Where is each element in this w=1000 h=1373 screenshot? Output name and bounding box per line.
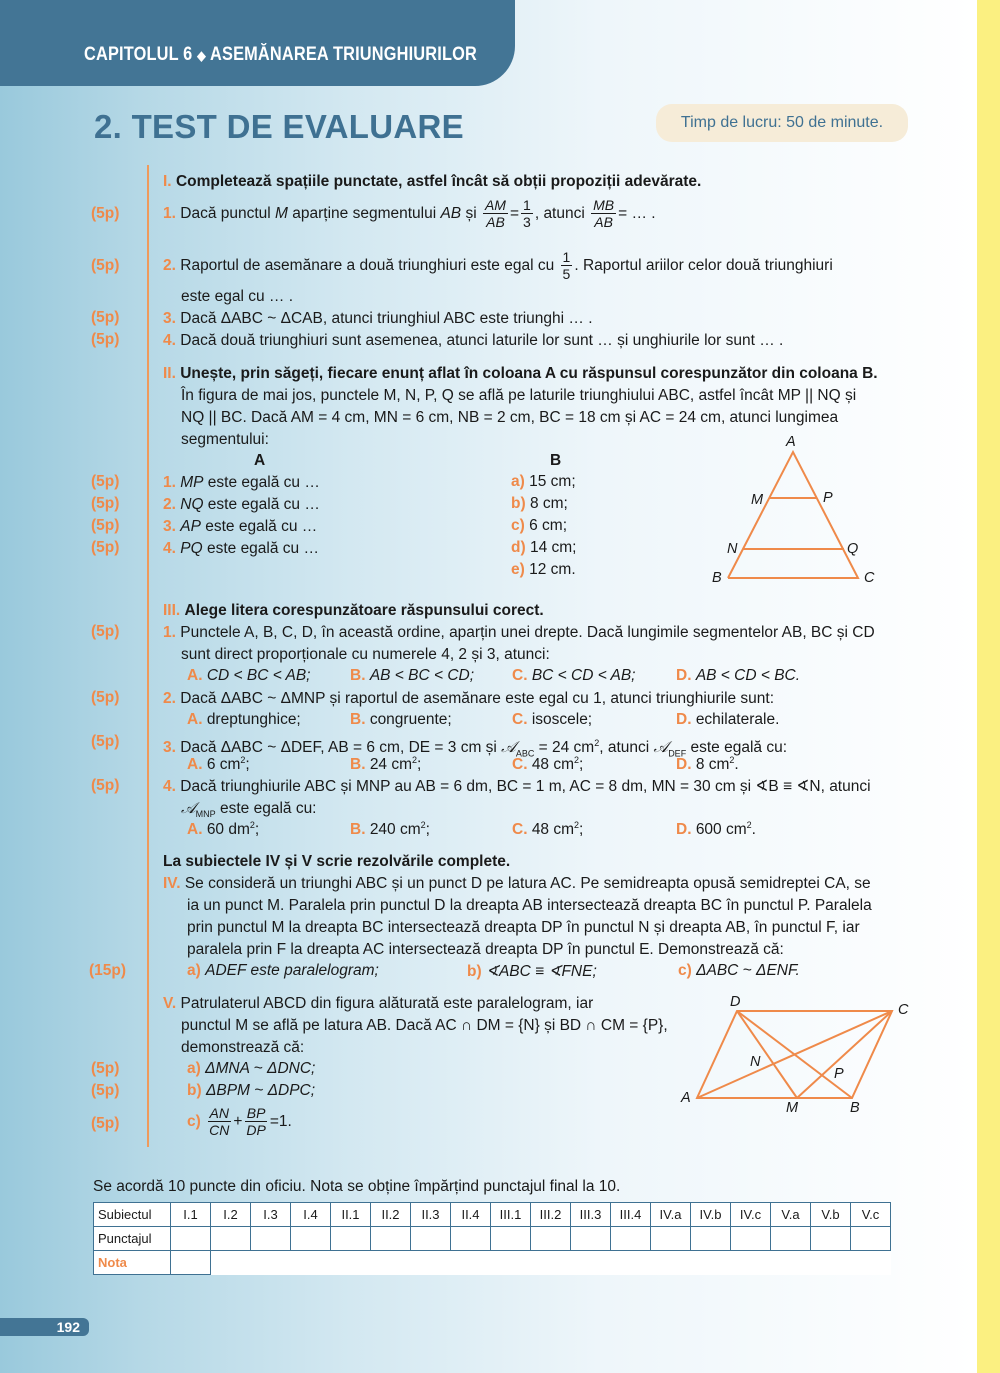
option-letter: D. (676, 711, 692, 728)
score-cell[interactable] (211, 1227, 251, 1251)
score-cell[interactable] (611, 1227, 651, 1251)
punctuation: ; (579, 756, 584, 774)
points-label: (5p) (91, 1060, 120, 1077)
option-text: echilaterale. (695, 711, 780, 728)
answer-option[interactable] (187, 667, 310, 685)
column-b-item[interactable] (511, 539, 576, 557)
option-text: 8 cm (695, 756, 730, 774)
answer-option[interactable] (512, 711, 592, 729)
points-label: (5p) (91, 331, 120, 348)
section5-text-line: punctul M se află pe latura AB. Dacă AC ∩ DM = {N} și BD ∩ CM = {P}, (181, 1017, 668, 1034)
question-text: Dacă ΔABC ~ ΔMNP și raportul de asemănare este egal cu 1, atunci triunghiurile sunt: (180, 690, 775, 707)
item-number: 2. (163, 496, 176, 513)
column-b-header: B (550, 452, 562, 469)
section-number: II. (163, 365, 176, 382)
answer-option[interactable] (350, 820, 430, 839)
section2-title (163, 364, 878, 384)
punctuation: ; (425, 821, 430, 839)
answer-option[interactable] (512, 820, 583, 839)
option-letter: B. (350, 711, 366, 728)
score-cell[interactable] (171, 1227, 211, 1251)
option-text: AB < CD < BC. (695, 667, 801, 684)
question-number: 2. (163, 257, 176, 274)
proof-part (678, 962, 800, 980)
grading-table (93, 1202, 891, 1275)
answer-option[interactable] (350, 755, 421, 774)
column-header: IV.b (691, 1203, 731, 1227)
punctuation: . (734, 756, 739, 774)
squared-superscript: 2 (420, 820, 426, 830)
answer-option[interactable] (187, 711, 301, 729)
segment-name: AP (180, 518, 201, 535)
numerator: 1 (523, 197, 531, 214)
section-instruction: Alege litera corespunzătoare răspunsului corect. (184, 602, 544, 619)
column-header: III.2 (531, 1203, 571, 1227)
row-label: Nota (94, 1251, 171, 1275)
question-I-2 (163, 248, 833, 284)
answer-option[interactable] (676, 667, 800, 685)
column-b-item[interactable] (511, 561, 576, 579)
question-number: 1. (163, 624, 176, 641)
punctuation: ; (245, 756, 250, 774)
answer-option[interactable] (676, 820, 756, 839)
option-letter: D. (676, 667, 692, 684)
page-title: 2. TEST DE EVALUARE (94, 108, 464, 145)
part-text: =1. (269, 1113, 292, 1130)
punctuation: ; (579, 821, 584, 839)
column-header: III.4 (611, 1203, 651, 1227)
score-cell[interactable] (571, 1227, 611, 1251)
score-cell[interactable] (451, 1227, 491, 1251)
table-row-grade (94, 1251, 891, 1275)
question-I-1 (163, 196, 656, 232)
diamond-separator-icon: ◆ (197, 48, 206, 63)
numerator: BP (246, 1105, 266, 1122)
squared-superscript: 2 (412, 755, 418, 765)
vertex-label-d: D (730, 994, 741, 1010)
question-text: Dacă triunghiurile ABC și MNP au AB = 6 dm, BC = 1 m, AC = 8 dm, MN = 30 cm și ∢B ≡ ∢N, atunci (180, 778, 871, 795)
item-text: este egală cu … (203, 496, 320, 513)
segment-name: NQ (180, 496, 204, 513)
punctuation: ; (254, 821, 260, 839)
section4-text (163, 874, 871, 894)
denominator: AB (594, 214, 613, 231)
problem-text: Patrulaterul ABCD din figura alăturată este paralelogram, iar (180, 995, 594, 1012)
segment-name: MP (180, 474, 204, 491)
option-text: 6 cm; (529, 517, 568, 534)
option-text: 48 cm (531, 821, 575, 839)
point-label-n: N (750, 1054, 761, 1070)
points-label: (5p) (91, 689, 120, 706)
numerator: MB (593, 197, 615, 214)
vertex-label-c: C (864, 570, 875, 586)
area-symbol: 𝒜 (181, 800, 196, 817)
squared-superscript: 2 (249, 820, 255, 830)
column-b-item[interactable] (511, 473, 576, 491)
option-text: 8 cm; (529, 495, 568, 512)
vertex-label-a: A (786, 434, 796, 450)
section2-intro-line: segmentului: (181, 431, 269, 448)
option-letter: B. (350, 756, 366, 774)
question-I-4 (163, 331, 783, 351)
question-number: 3. (163, 310, 176, 327)
squared-superscript: 2 (574, 820, 580, 830)
blank-answer: = … . (618, 205, 656, 222)
option-text: 6 cm (206, 756, 241, 774)
section-number: V. (163, 995, 177, 1012)
squared-superscript: 2 (729, 755, 735, 765)
points-label: (5p) (91, 495, 120, 512)
fraction-one-third (521, 197, 533, 230)
section2-intro-line: NQ || BC. Dacă AM = 4 cm, MN = 6 cm, NB = 2 cm, BC = 18 cm și AC = 24 cm, atunci lungimea (181, 409, 839, 426)
option-text: 48 cm (531, 756, 575, 774)
option-letter: B. (350, 667, 366, 684)
denominator: AB (486, 214, 505, 231)
question-text: Dacă ΔABC ~ ΔDEF, AB = 6 cm, DE = 3 cm și (180, 739, 502, 757)
part-text: ΔABC ~ ΔENF. (696, 962, 800, 979)
option-text: 15 cm; (529, 473, 576, 490)
variable: M (275, 205, 288, 222)
question-number: 2. (163, 690, 176, 707)
section5-text-line: demonstrează că: (181, 1039, 305, 1056)
point-label-q: Q (847, 541, 859, 557)
item-number: 3. (163, 518, 176, 535)
point-label-p: P (823, 490, 833, 506)
option-text: 14 cm; (529, 539, 577, 556)
points-label: (5p) (91, 257, 120, 274)
column-header: V.b (811, 1203, 851, 1227)
area-subscript: DEF (668, 748, 687, 759)
area-symbol: 𝒜 (653, 739, 669, 757)
option-letter: C. (512, 821, 528, 839)
question-number: 4. (163, 332, 176, 349)
fraction-an-cn (207, 1105, 231, 1138)
score-cell[interactable] (731, 1227, 771, 1251)
vertex-label-a: A (681, 1090, 691, 1106)
column-header: I.1 (171, 1203, 211, 1227)
chapter-header-band (0, 0, 515, 86)
point-label-m: M (751, 492, 764, 508)
triangle-abc-diagram (690, 430, 890, 590)
column-header: I.3 (251, 1203, 291, 1227)
part-letter: a) (187, 962, 201, 979)
part-letter: c) (678, 962, 692, 979)
question-number: 4. (163, 778, 176, 795)
option-text: 60 dm (206, 821, 250, 839)
item-number: 1. (163, 474, 176, 491)
page-edge-strip (977, 0, 1000, 1373)
column-header: III.1 (491, 1203, 531, 1227)
point-label-n: N (727, 541, 738, 557)
score-cell[interactable] (251, 1227, 291, 1251)
column-a-header: A (254, 452, 266, 469)
equals-sign: = (509, 205, 520, 222)
section5-text (163, 994, 593, 1014)
numerator: AN (209, 1105, 229, 1122)
question-number: 1. (163, 205, 176, 222)
score-cell[interactable] (531, 1227, 571, 1251)
fraction-bp-dp (244, 1105, 267, 1138)
denominator: 3 (523, 214, 531, 231)
table-row-points (94, 1227, 891, 1251)
chapter-title (84, 44, 477, 66)
score-cell[interactable] (291, 1227, 331, 1251)
points-label: (5p) (91, 473, 120, 490)
chapter-name: ASEMĂNAREA TRIUNGHIURILOR (210, 44, 477, 65)
section-instruction: Completează spațiile punctate, astfel încât să obții propoziții adevărate. (175, 173, 702, 190)
section3-title (163, 601, 544, 621)
numerator: 1 (562, 249, 571, 266)
part-letter: b) (187, 1082, 202, 1099)
plus-sign: + (233, 1113, 243, 1130)
segment-name: PQ (180, 540, 203, 557)
column-header: IV.a (651, 1203, 691, 1227)
vertex-label-b: B (850, 1100, 860, 1116)
points-label: (5p) (91, 205, 120, 222)
score-cell[interactable] (651, 1227, 691, 1251)
denominator: CN (209, 1122, 230, 1139)
answer-option[interactable] (512, 667, 635, 685)
question-III-2 (163, 689, 774, 709)
column-a-item[interactable] (163, 473, 320, 493)
option-letter: C. (512, 756, 528, 774)
option-text: 12 cm. (529, 561, 576, 578)
section4-text-line: ia un punct M. Paralela prin punctul D la dreapta AB intersectează dreapta BC în punctul P. Paralela (187, 897, 872, 914)
section4-instruction: La subiectele IV și V scrie rezolvările complete. (163, 853, 511, 870)
proof-part (187, 962, 379, 980)
option-letter: D. (676, 756, 692, 774)
row-label: Punctajul (94, 1227, 171, 1251)
option-text: 600 cm (695, 821, 747, 839)
row-label: Subiectul (94, 1203, 171, 1227)
option-text: 240 cm (369, 821, 421, 839)
option-text: 24 cm (369, 756, 413, 774)
area-subscript: MNP (195, 809, 216, 820)
option-letter: A. (187, 667, 203, 684)
area-subscript: ABC (515, 748, 535, 759)
column-header: IV.c (731, 1203, 771, 1227)
option-letter: c) (511, 517, 525, 534)
column-a-item[interactable] (163, 517, 317, 537)
fraction-one-fifth (561, 249, 573, 282)
points-label: (5p) (91, 517, 120, 534)
question-III-4 (163, 777, 871, 797)
column-header: I.4 (291, 1203, 331, 1227)
column-header: II.4 (451, 1203, 491, 1227)
section-number: III. (163, 602, 181, 619)
vertex-label-c: C (898, 1002, 909, 1018)
option-letter: D. (676, 821, 692, 839)
score-cell[interactable] (811, 1227, 851, 1251)
points-label: (5p) (91, 733, 120, 750)
denominator: 5 (562, 266, 571, 283)
question-text: Raportul de asemănare a două triunghiuri este egal cu (180, 257, 559, 274)
problem-text: Se consideră un triunghi ABC și un punct D pe latura AC. Pe semidreapta opusă semidreptei CA, se (184, 875, 871, 892)
question-text: . Raportul ariilor celor două triunghiuri (574, 257, 833, 274)
column-header: II.1 (331, 1203, 371, 1227)
section4-text-line: paralela prin F la dreapta AC intersectează dreapta DP în punctul E. Demonstrează că: (187, 941, 784, 958)
section1-title (163, 172, 701, 192)
question-text: aparține segmentului (287, 205, 441, 222)
question-text: Punctele A, B, C, D, în această ordine, aparțin unei drepte. Dacă lungimile segmentelor AB, BC și CD (180, 624, 875, 641)
points-label: (15p) (89, 962, 127, 979)
question-I-3 (163, 309, 593, 329)
question-text: , atunci (534, 205, 590, 222)
question-text: și (461, 205, 481, 222)
option-letter: d) (511, 539, 526, 556)
part-text: ΔBPM ~ ΔDPC; (205, 1082, 316, 1099)
part-letter: c) (187, 1113, 201, 1130)
answer-option[interactable] (350, 711, 452, 729)
points-label: (5p) (91, 309, 120, 326)
part-text: ADEF este paralelogram; (205, 962, 379, 979)
option-letter: C. (512, 711, 528, 728)
section2-intro-line: În figura de mai jos, punctele M, N, P, Q se află pe laturile triunghiului ABC, astfel încât MP || NQ și (181, 387, 857, 404)
question-text: = 24 cm (534, 739, 595, 757)
punctuation: . (751, 821, 756, 839)
section4-text-line: prin punctul M la dreapta BC intersectează dreapta DP în punctul N și dreapta AB, în punctul F, iar (187, 919, 860, 936)
squared-superscript: 2 (574, 755, 580, 765)
score-cell[interactable] (851, 1227, 891, 1251)
answer-option[interactable] (350, 667, 474, 685)
part-text: ∢ABC ≡ ∢FNE; (485, 963, 597, 980)
fraction-mb-ab (591, 197, 616, 230)
column-header: II.2 (371, 1203, 411, 1227)
triangle-figure (690, 430, 890, 590)
time-limit-badge: Timp de lucru: 50 de minute. (656, 104, 908, 142)
numerator: AM (484, 197, 506, 214)
column-header: V.a (771, 1203, 811, 1227)
answer-option[interactable] (676, 711, 779, 729)
item-text: este egală cu … (203, 474, 320, 491)
section-number: I. (163, 173, 172, 190)
question-text: este egală cu: (686, 739, 788, 757)
question-III-1-continued: sunt direct proporționale cu numerele 4, 2 și 3, atunci: (181, 646, 550, 663)
score-cell[interactable] (411, 1227, 451, 1251)
column-b-item[interactable] (511, 495, 568, 513)
point-label-m: M (786, 1100, 799, 1116)
points-label: (5p) (91, 1082, 120, 1099)
score-cell[interactable] (771, 1227, 811, 1251)
option-letter: b) (511, 495, 526, 512)
option-letter: A. (187, 821, 203, 839)
score-cell[interactable] (491, 1227, 531, 1251)
section-instruction: Unește, prin săgeți, fiecare enunț aflat în coloana A cu răspunsul corespunzător din coloana B. (180, 365, 878, 382)
option-text: isoscele; (531, 711, 593, 728)
proof-part (187, 1082, 315, 1100)
points-label: (5p) (91, 777, 120, 794)
answer-option[interactable] (187, 820, 259, 839)
vertex-label-b: B (712, 570, 722, 586)
option-letter: A. (187, 711, 203, 728)
points-label: (5p) (91, 623, 120, 640)
column-a-item[interactable] (163, 539, 319, 559)
part-letter: b) (467, 963, 482, 980)
proof-part (187, 1060, 315, 1078)
option-letter: e) (511, 561, 525, 578)
section-number: IV. (163, 875, 181, 892)
option-text: AB < BC < CD; (369, 667, 475, 684)
question-text: , atunci (599, 739, 654, 757)
column-header: II.3 (411, 1203, 451, 1227)
empty-space (211, 1251, 891, 1275)
scoring-note: Se acordă 10 puncte din oficiu. Nota se obține împărțind punctajul final la 10. (93, 1178, 621, 1195)
part-text: ΔMNA ~ ΔDNC; (205, 1060, 316, 1077)
question-text: este egală cu: (215, 800, 317, 817)
variable: AB (440, 205, 462, 222)
squared-superscript: 2 (240, 755, 246, 765)
squared-superscript: 2 (594, 738, 600, 748)
option-letter: C. (512, 667, 528, 684)
question-number: 3. (163, 739, 176, 757)
question-I-2-continued: este egal cu … . (181, 288, 294, 305)
area-symbol: 𝒜 (501, 739, 516, 757)
grade-cell[interactable] (171, 1251, 211, 1275)
option-text: dreptunghice; (206, 711, 301, 728)
points-divider-line (147, 165, 149, 1147)
option-letter: B. (350, 821, 366, 839)
punctuation: ; (417, 756, 422, 774)
column-header: I.2 (211, 1203, 251, 1227)
item-number: 4. (163, 540, 176, 557)
option-text: BC < CD < AB; (531, 667, 636, 684)
answer-option[interactable] (187, 755, 250, 774)
denominator: DP (246, 1122, 266, 1139)
question-text: Dacă două triunghiuri sunt asemenea, atunci laturile lor sunt … și unghiurile lor sunt … . (180, 332, 784, 349)
points-label: (5p) (91, 1115, 120, 1132)
point-label-p: P (834, 1066, 844, 1082)
item-text: este egală cu … (202, 540, 319, 557)
page-number: 192 (0, 1318, 89, 1336)
question-III-1 (163, 623, 875, 643)
score-cell[interactable] (371, 1227, 411, 1251)
answer-option[interactable] (512, 755, 583, 774)
chapter-number: CAPITOLUL 6 (84, 44, 193, 65)
column-header: V.c (851, 1203, 891, 1227)
score-cell[interactable] (691, 1227, 731, 1251)
question-text: Dacă punctul (180, 205, 276, 222)
column-b-item[interactable] (511, 517, 567, 535)
column-a-item[interactable] (163, 495, 320, 515)
question-text: Dacă ΔABC ~ ΔCAB, atunci triunghiul ABC este triunghi … . (180, 310, 593, 327)
option-text: congruente; (369, 711, 452, 728)
item-text: este egală cu … (200, 518, 318, 535)
proof-part (467, 962, 597, 981)
option-text: CD < BC < AB; (206, 667, 311, 684)
column-header: III.3 (571, 1203, 611, 1227)
squared-superscript: 2 (746, 820, 752, 830)
part-letter: a) (187, 1060, 201, 1077)
table-row-subjects (94, 1203, 891, 1227)
fraction-am-ab (483, 197, 508, 230)
option-letter: A. (187, 756, 203, 774)
proof-part (187, 1103, 292, 1141)
option-letter: a) (511, 473, 525, 490)
points-label: (5p) (91, 539, 120, 556)
answer-option[interactable] (676, 755, 739, 774)
parallelogram-figure (676, 990, 916, 1120)
score-cell[interactable] (331, 1227, 371, 1251)
